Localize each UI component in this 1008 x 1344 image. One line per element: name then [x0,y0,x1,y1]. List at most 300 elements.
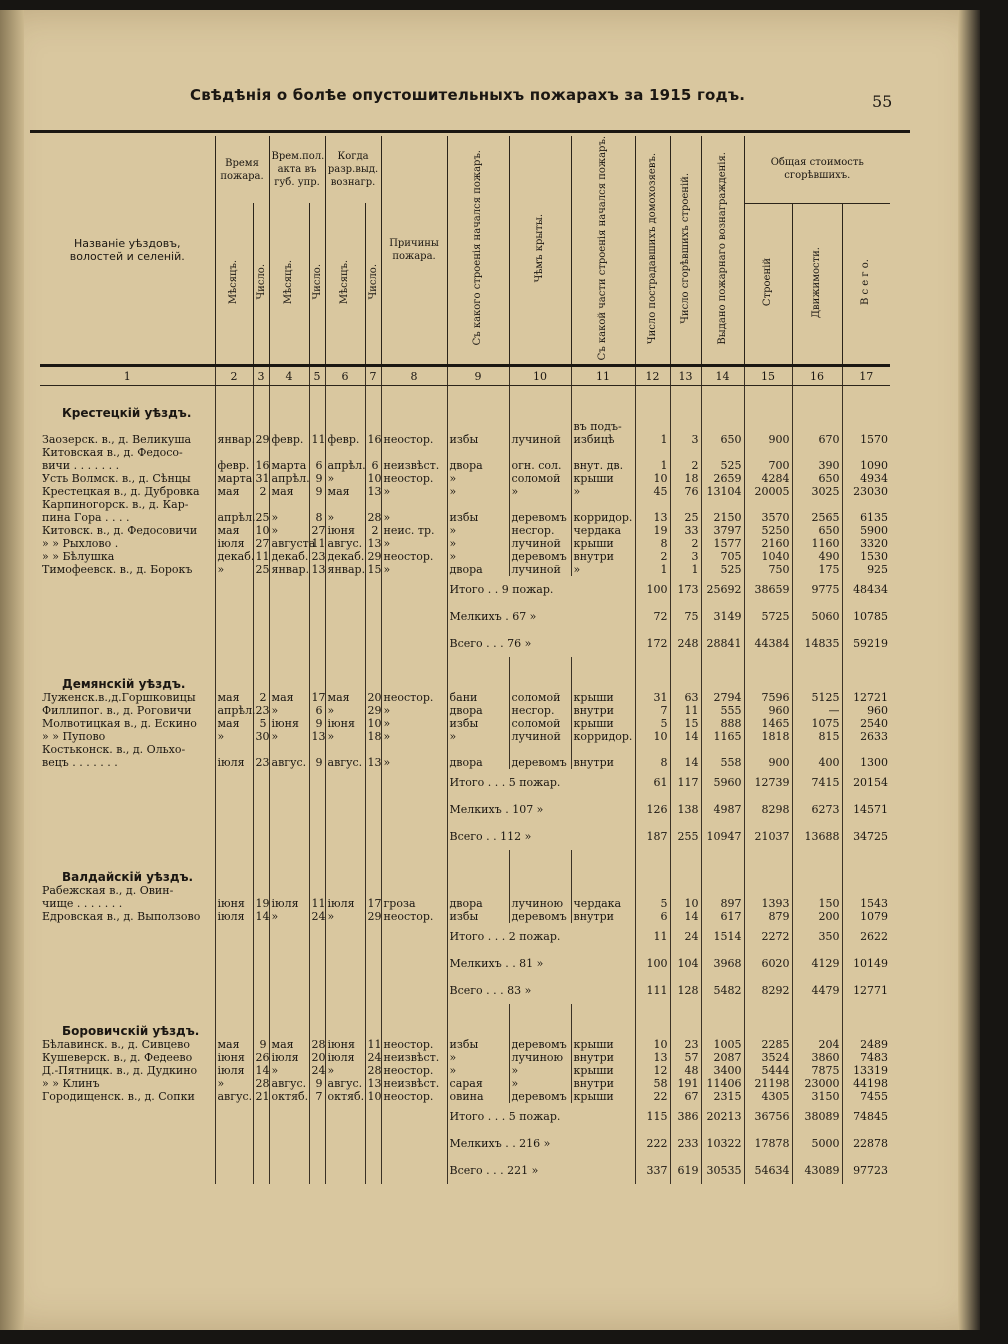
table-cell: 12771 [853,984,889,998]
table-row [40,537,890,550]
district-row [40,386,890,421]
table-cell [381,743,447,756]
table-row [40,704,890,717]
table-cell: 6020 [744,950,792,977]
table-cell: 29 [365,550,381,563]
table-cell [447,498,509,511]
table-cell: мая [215,1038,253,1051]
table-cell: Костьконск. в., д. Ольхо- [40,743,215,756]
empty-cell [40,630,215,657]
table-cell: 13 [365,485,381,498]
table-cell: вичи . . . . . . . [40,459,215,472]
table-cell [670,446,701,459]
empty-cell [571,1004,635,1038]
table-cell: неостор. [381,1064,447,1077]
table-cell: соломой [509,472,571,485]
table-cell: Карпиногорск. в., д. Кар- [40,498,215,511]
table-cell: 15 [744,366,792,386]
table-cell: 1 [40,366,215,386]
table-cell: 2622 [860,930,889,944]
table-cell [571,446,635,459]
table-cell: іюня [325,524,365,537]
table-cell: 20213 [701,1103,744,1130]
table-cell: авгус. [215,1090,253,1103]
table-cell: 879 [744,910,792,923]
empty-cell [40,977,215,1004]
table-cell: » [447,472,509,485]
table-cell: 57 [670,1051,701,1064]
table-cell: гроза [381,897,447,910]
empty-cell [365,850,381,884]
table-cell: 11 [309,897,325,910]
table-cell: » [381,563,447,576]
table-cell: 27 [253,537,269,550]
table-cell: 1005 [701,1038,744,1051]
table-cell: 23000 [792,1077,842,1090]
table-cell: крыши [571,691,635,704]
empty-cell [365,923,381,950]
table-cell: » [447,485,509,498]
empty-cell [309,657,325,691]
empty-cell [309,603,325,630]
empty-cell [269,630,309,657]
empty-cell [309,823,325,850]
table-cell: » [381,537,447,550]
header-roofed: Чѣмъ крыты. [509,136,571,366]
table-cell: 1577 [701,537,744,550]
table-row [40,884,890,897]
empty-cell [215,603,253,630]
table-cell: Луженск.в.,д.Горшковицы [40,691,215,704]
empty-cell [269,576,309,603]
table-cell: 8 [635,537,670,550]
table-cell: 43089 [792,1157,842,1184]
table-cell: 44198 [853,1077,889,1091]
table-cell: Едровская в., д. Выползово [40,910,215,923]
table-cell: внут. дв. [571,459,635,472]
header-month-2: Мѣсяцъ. [269,203,309,366]
table-cell: 24 [670,923,701,950]
table-cell: 2 [365,524,381,537]
empty-cell [309,977,325,1004]
table-cell [269,743,309,756]
table-cell: овина [447,1090,509,1103]
table-cell [40,386,215,421]
table-cell: 14835 [792,630,842,657]
table-row [40,524,890,537]
table-cell: 4934 [860,472,889,486]
table-cell: » [325,472,365,485]
empty-cell [215,1157,253,1184]
summary-row [40,977,890,1004]
empty-cell [325,823,365,850]
table-cell [792,743,842,756]
table-cell: 9 [309,485,325,498]
table-cell: 6 [309,704,325,717]
table-cell: 13319 [853,1064,889,1078]
empty-cell [670,657,701,691]
table-cell: Молвотицкая в., д. Ескино [40,717,215,730]
table-cell [792,884,842,897]
table-cell: 11 [309,537,325,550]
table-cell: 111 [635,977,670,1004]
table-cell: 5 [253,717,269,730]
table-cell: 3524 [744,1051,792,1064]
table-cell: 2272 [744,923,792,950]
empty-cell [253,796,269,823]
table-cell: » » Рыхлово . [40,537,215,550]
table-cell: » [381,756,447,769]
empty-cell [269,603,309,630]
table-cell: 525 [701,459,744,472]
table-cell: 1 [635,563,670,576]
table-cell: 10 [509,366,571,386]
district-name: Боровичскій уѣздъ. [62,1024,200,1039]
table-cell: въ подъ- [571,420,635,433]
table-cell: » [447,1051,509,1064]
table-cell [701,884,744,897]
table-cell: 28 [365,1064,381,1077]
empty-cell [215,1130,253,1157]
table-cell [253,498,269,511]
table-cell: 13 [635,1051,670,1064]
table-cell: пина Гора . . . . [40,511,215,524]
table-cell: 1300 [860,756,889,770]
empty-cell [365,796,381,823]
empty-cell [792,1004,842,1038]
header-time-act: Врем.пол. акта въ губ. упр. [269,136,325,203]
table-cell: 10 [635,1038,670,1051]
empty-cell [365,950,381,977]
header-day-3: Число. [365,203,381,366]
table-cell: » [381,485,447,498]
empty-cell [215,796,253,823]
table-cell: 2794 [701,691,744,704]
table-cell: 2 [253,485,269,498]
table-cell: 18 [365,730,381,743]
table-cell: » [447,730,509,743]
table-cell: 386 [670,1103,701,1130]
table-cell: лучиной [509,537,571,550]
table-cell: 36756 [744,1103,792,1130]
table-cell: 10322 [701,1130,744,1157]
table-cell: » [381,730,447,743]
table-cell: 20 [309,1051,325,1064]
table-row [40,1051,890,1064]
table-cell: крыши [571,1064,635,1077]
table-cell: 27 [309,524,325,537]
summary-label: Мелкихъ . . 216 » [447,1130,635,1157]
table-cell: апрѣл. [269,472,309,485]
empty-cell [325,386,365,421]
table-cell: 3 [670,550,701,563]
table-cell: 1075 [792,717,842,730]
table-cell: 13 [365,1077,381,1090]
table-cell: 9 [309,472,325,485]
table-cell: 25 [253,511,269,524]
table-cell: внутри [571,756,635,769]
table-cell: 3570 [744,511,792,524]
table-cell: вецъ . . . . . . . [40,756,215,769]
empty-cell [447,1004,509,1038]
table-cell: деревомъ [509,550,571,563]
table-cell: 1160 [792,537,842,550]
table-cell: 7483 [860,1051,889,1065]
table-cell: двора [447,704,509,717]
table-cell: мая [325,485,365,498]
table-cell: февр. [269,433,309,446]
table-cell: 75 [670,603,701,630]
table-cell: Тимофеевск. в., д. Борокъ [40,563,215,576]
table-cell: корридор. [571,511,635,524]
empty-cell [253,1103,269,1130]
table-cell [40,657,215,691]
table-cell: авгус. [325,537,365,550]
empty-cell [309,1004,325,1038]
table-cell [635,420,670,433]
table-cell: 897 [701,897,744,910]
table-cell: 525 [701,563,744,576]
table-cell: неис. тр. [381,524,447,537]
table-cell: лучиной [509,730,571,743]
empty-cell [670,850,701,884]
district-row [40,657,890,691]
summary-row [40,630,890,657]
table-cell: 11 [253,550,269,563]
empty-cell [509,850,571,884]
table-cell: неостор. [381,1038,447,1051]
table-cell: 38089 [792,1103,842,1130]
table-cell: 104 [670,950,701,977]
table-cell: 1465 [744,717,792,730]
table-cell: 28841 [701,630,744,657]
table-cell: 248 [670,630,701,657]
summary-label: Итого . . 9 пожар. [447,576,635,603]
header-month-1: Мѣсяцъ. [215,203,253,366]
table-cell: 700 [744,459,792,472]
table-cell [701,498,744,511]
empty-cell [635,657,670,691]
table-cell [309,884,325,897]
table-cell: 48 [670,1064,701,1077]
table-cell: октяб. [325,1090,365,1103]
table-cell [447,446,509,459]
table-cell [381,498,447,511]
ledger-page [0,10,980,1330]
table-cell: » [269,730,309,743]
table-cell: Бѣлавинск. в., д. Сивцево [40,1038,215,1051]
table-cell: 4987 [701,796,744,823]
table-cell: авгус. [325,1077,365,1090]
table-cell: » [269,704,309,717]
table-cell [842,743,890,756]
table-cell: двора [447,756,509,769]
table-cell: 58 [635,1077,670,1090]
table-cell: соломой [509,691,571,704]
table-cell: двора [447,459,509,472]
table-cell [253,420,269,433]
header-paid: Выдано пожарнаго вознагражденія. [701,136,744,366]
empty-cell [365,603,381,630]
table-cell [842,884,890,897]
empty-cell [325,1103,365,1130]
header-time-fire: Время пожара. [215,136,269,203]
table-cell: 126 [635,796,670,823]
table-row [40,1038,890,1051]
empty-cell [253,630,269,657]
empty-cell [509,386,571,421]
table-cell: 960 [867,704,889,718]
empty-cell [269,850,309,884]
table-cell: 8298 [744,796,792,823]
empty-cell [701,386,744,421]
table-cell: Китовская в., д. Федосо- [40,446,215,459]
column-numbers-row [40,366,890,386]
table-cell: 650 [701,433,744,446]
table-cell: 14 [670,730,701,743]
table-cell: 1393 [744,897,792,910]
header-cause: Причины пожара. [381,136,447,366]
table-cell: марта [215,472,253,485]
table-cell [381,446,447,459]
empty-cell [40,576,215,603]
table-cell [325,884,365,897]
table-cell: 3149 [701,603,744,630]
table-cell: 138 [670,796,701,823]
header-from-building: Съ какого строенія началcя пожаръ. [447,136,509,366]
empty-cell [744,1004,792,1038]
table-cell: » [381,511,447,524]
empty-cell [792,386,842,421]
table-cell: 13 [670,366,701,386]
table-cell: 128 [670,977,701,1004]
table-cell: 9775 [792,576,842,603]
table-cell: 17 [842,366,890,386]
table-cell: 222 [635,1130,670,1157]
empty-cell [40,1130,215,1157]
table-cell: 400 [792,756,842,769]
table-cell: 6 [635,910,670,923]
empty-cell [842,386,890,421]
empty-cell [309,1130,325,1157]
table-cell [253,446,269,459]
empty-cell [309,950,325,977]
table-cell: 22878 [853,1137,889,1151]
table-cell: деревомъ [509,511,571,524]
table-cell [447,743,509,756]
table-cell: 29 [253,433,269,446]
table-cell: 2087 [701,1051,744,1064]
table-cell [744,884,792,897]
table-cell: чердака [571,897,635,910]
empty-cell [269,977,309,1004]
table-cell: » [447,1064,509,1077]
table-cell: 10 [365,1090,381,1103]
table-cell: 61 [635,769,670,796]
table-cell: » [215,563,253,576]
table-row [40,743,890,756]
table-cell: 22 [635,1090,670,1103]
table-cell [325,446,365,459]
empty-cell [269,1130,309,1157]
table-cell: 24 [365,1051,381,1064]
table-row [40,1077,890,1090]
table-cell: 6 [365,459,381,472]
table-cell: 337 [635,1157,670,1184]
table-cell: 10 [365,717,381,730]
table-cell [365,420,381,433]
summary-row [40,1130,890,1157]
table-cell: 10 [365,472,381,485]
table-cell: 2285 [744,1038,792,1051]
table-row [40,717,890,730]
table-cell: 4479 [792,977,842,1004]
empty-cell [447,850,509,884]
table-cell: 7 [309,1090,325,1103]
table-cell [571,884,635,897]
table-cell [670,884,701,897]
table-cell: 17 [309,691,325,704]
table-cell: 16 [792,366,842,386]
table-cell: 1570 [860,433,889,447]
table-cell: Городищенск. в., д. Сопки [40,1090,215,1103]
summary-row [40,950,890,977]
table-cell [744,498,792,511]
table-cell: неостор. [381,550,447,563]
table-cell: 10149 [853,957,889,971]
table-cell [381,420,447,433]
table-cell: 67 [670,1090,701,1103]
summary-label: Итого . . . 2 пожар. [447,923,635,950]
empty-cell [309,769,325,796]
table-cell: 11 [309,433,325,446]
table-cell: корридор. [571,730,635,743]
table-cell: 5125 [792,691,842,704]
table-cell [509,884,571,897]
header-cost-buildings: Строеній [744,203,792,366]
table-cell [40,1004,215,1038]
table-cell: деревомъ [509,1038,571,1051]
table-row [40,420,890,433]
table-cell: 1040 [744,550,792,563]
table-cell: 117 [670,769,701,796]
header-when-paid: Когда разр.выд. вознагр. [325,136,381,203]
table-cell: 2160 [744,537,792,550]
table-cell: мая [215,524,253,537]
table-cell: » [381,717,447,730]
table-cell: авгус. [269,1077,309,1090]
empty-cell [325,1157,365,1184]
table-cell [447,884,509,897]
empty-cell [744,850,792,884]
table-cell: 14 [253,910,269,923]
summary-label: Всего . . . 221 » [447,1157,635,1184]
table-cell: мая [215,691,253,704]
table-cell: 5 [635,897,670,910]
table-cell: 10785 [853,610,889,624]
table-row [40,472,890,485]
table-cell [381,884,447,897]
table-cell: 670 [792,433,842,446]
table-cell: 74845 [853,1110,889,1124]
table-cell: 14 [670,756,701,769]
table-cell: соломой [509,717,571,730]
table-cell: 10 [635,472,670,485]
table-cell: неостор. [381,691,447,704]
table-cell: декаб. [269,550,309,563]
summary-row [40,796,890,823]
empty-cell [325,796,365,823]
